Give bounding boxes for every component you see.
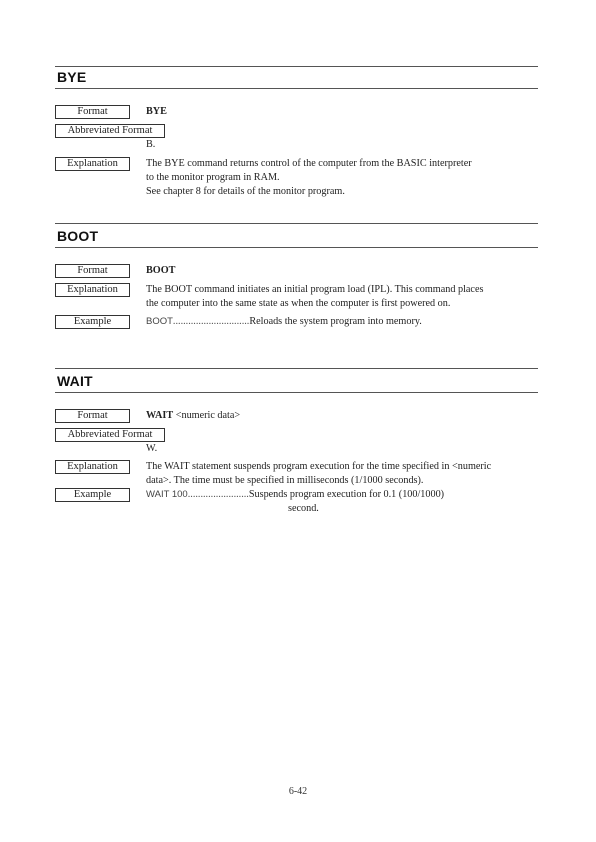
- wait-format-value: WAIT <numeric data>: [146, 410, 241, 421]
- boot-example: [146, 315, 538, 329]
- bye-explanation-line1: The BYE command returns control of the computer from the BASIC interpreter: [146, 158, 472, 169]
- boot-explanation-line2: the computer into the same state as when the computer is first powered on.: [146, 298, 451, 309]
- wait-example-desc: Suspends program execution for 0.1 (100/1000): [248, 489, 445, 500]
- page-number: 6-42: [288, 786, 308, 797]
- wait-explanation-label: Explanation: [55, 460, 130, 474]
- boot-example-desc: Reloads the system program into memory.: [249, 316, 422, 327]
- bye-explanation-label: Explanation: [55, 157, 130, 171]
- bye-format-value: BYE: [146, 106, 167, 117]
- section-rule-bottom: [55, 247, 538, 248]
- bye-explanation-line2: to the monitor program in RAM.: [146, 172, 280, 183]
- section-rule-top: [55, 66, 538, 67]
- wait-example: [146, 488, 538, 502]
- wait-example-desc-continued: second.: [288, 503, 319, 514]
- bye-heading: BYE: [57, 69, 87, 85]
- bye-format-label: Format: [55, 105, 130, 119]
- section-rule-bottom: [55, 88, 538, 89]
- bye-explanation-line3: See chapter 8 for details of the monitor program.: [146, 186, 345, 197]
- boot-explanation-line1: The BOOT command initiates an initial program load (IPL). This command places: [146, 284, 484, 295]
- section-rule-bottom: [55, 392, 538, 393]
- section-rule-top: [55, 223, 538, 224]
- boot-heading: BOOT: [57, 228, 99, 244]
- bye-abbrev-label: Abbreviated Format: [55, 124, 165, 138]
- wait-explanation-line1: The WAIT statement suspends program execution for the time specified in <numeric: [146, 461, 492, 472]
- wait-format-keyword: WAIT: [146, 410, 174, 421]
- boot-format-value: BOOT: [146, 265, 176, 276]
- wait-example-code: WAIT 100: [146, 489, 188, 500]
- boot-format-label: Format: [55, 264, 130, 278]
- boot-example-leader: ..............................: [172, 316, 250, 327]
- section-rule-top: [55, 368, 538, 369]
- boot-explanation-label: Explanation: [55, 283, 130, 297]
- boot-example-label: Example: [55, 315, 130, 329]
- wait-abbrev-label: Abbreviated Format: [55, 428, 165, 442]
- wait-example-leader: ........................: [187, 489, 249, 500]
- boot-example-code: BOOT: [146, 316, 173, 327]
- wait-example-label: Example: [55, 488, 130, 502]
- wait-heading: WAIT: [57, 373, 93, 389]
- wait-abbrev-value: W.: [146, 443, 158, 454]
- bye-abbrev-value: B.: [146, 139, 156, 150]
- wait-explanation-line2: data>. The time must be specified in milliseconds (1/1000 seconds).: [146, 475, 424, 486]
- wait-format-label: Format: [55, 409, 130, 423]
